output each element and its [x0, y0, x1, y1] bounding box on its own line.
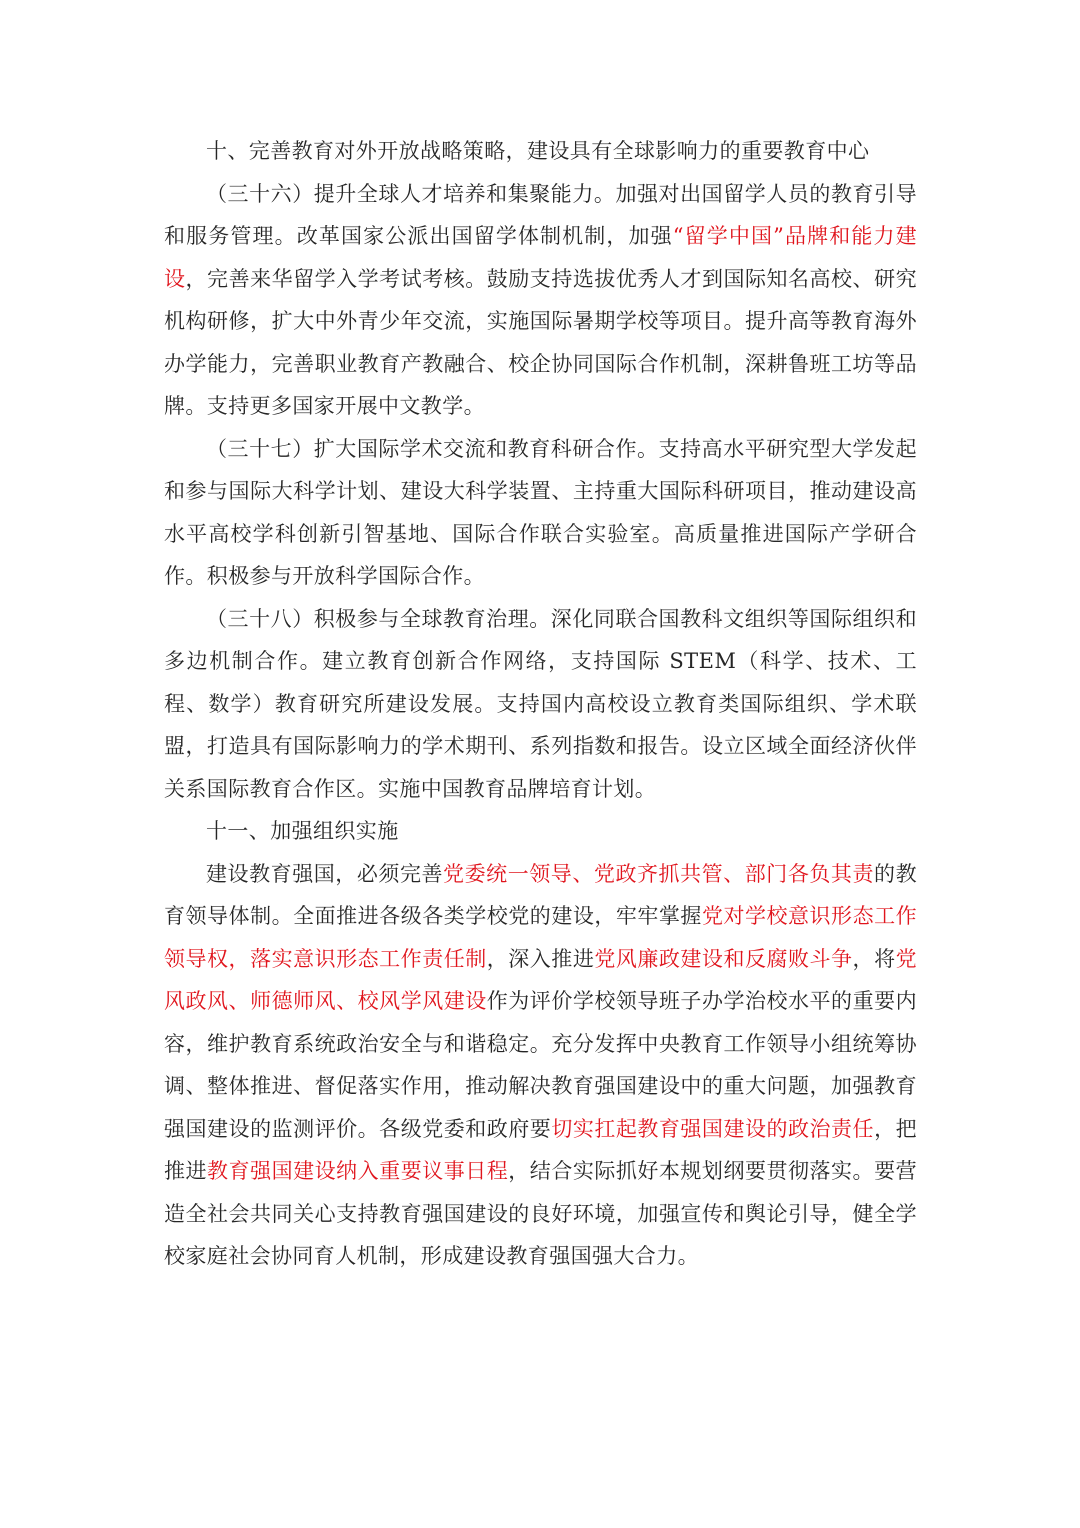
highlight-leadership-system: 党委统一领导、党政齐抓共管、部门各负其责: [443, 861, 875, 886]
final-text-3: ，深入推进: [486, 946, 595, 971]
highlight-political-responsibility: 切实扛起教育强国建设的政治责任: [551, 1116, 875, 1141]
paragraph-38: （三十八）积极参与全球教育治理。深化同联合国教科文组织等国际组织和多边机制合作。建立教育创新合作网络，支持国际 STEM（科学、技术、工程、数学）教育研究所建设发展。支持国内高校设立教育类国际组织、学术联盟，打造具有国际影响力的学术期刊、系列指数和报告。设立区域全面经济伙伴关系国际教育合作区。实施中国教育品牌培育计划。: [164, 606, 917, 801]
final-text-7: ，结合实际抓好本规划纲要贯彻落实。要营造全社会共同关心支持教育强国建设的良好环境，加强宣传和舆论引导，健全学校家庭社会协同育人机制，形成建设教育强国强大合力。: [164, 1159, 917, 1268]
final-text-6: ，把推进: [164, 1116, 917, 1183]
final-text-5: 作为评价学校领导班子办学治校水平的重要内容，维护教育系统政治安全与和谐稳定。充分发挥中央教育工作领导小组统筹协调、整体推进、督促落实作用，推动解决教育强国建设中的重大问题，加强教育强国建设的监测评价。各级党委和政府要: [164, 989, 917, 1141]
highlight-agenda: 教育强国建设纳入重要议事日程: [207, 1159, 509, 1183]
highlight-ideology-work: 党对学校意识形态工作领导权，落实意识形态工作责任制: [164, 904, 918, 971]
paragraph-final: [164, 853, 917, 1278]
paragraph-36-text-c: ，完善来华留学入学考试考核。鼓励支持选拔优秀人才到国际知名高校、研究机构研修，扩大中外青少年交流，实施国际暑期学校等项目。提升高等教育海外办学能力，完善职业教育产教融合、校企协同国际合作机制，深耕鲁班工坊等品牌。支持更多国家开展中文教学。: [164, 266, 917, 418]
final-text-2: 的教育领导体制。全面推进各级各类学校党的建设，牢牢掌握: [164, 861, 917, 928]
paragraph-36-text-a: （三十六）提升全球人才培养和集聚能力。加强对出国留学人员的教育引导和服务管理。改革国家公派出国留学体制机制，加强: [164, 181, 917, 248]
highlight-conduct-building: 党风政风、师德师风、校风学风建设: [164, 946, 917, 1013]
section-heading-11: 十一、加强组织实施: [206, 819, 399, 843]
section-heading-10: 十、完善教育对外开放战略策略，建设具有全球影响力的重要教育中心: [206, 139, 870, 163]
paragraph-36: [164, 173, 917, 428]
highlight-anti-corruption: 党风廉政建设和反腐败斗争: [594, 946, 853, 971]
final-text-4: ，将: [852, 946, 896, 971]
paragraph-37: （三十七）扩大国际学术交流和教育科研合作。支持高水平研究型大学发起和参与国际大科学计划、建设大科学装置、主持重大国际科研项目，推动建设高水平高校学科创新引智基地、国际合作联合实验室。高质量推进国际产学研合作。积极参与开放科学国际合作。: [164, 436, 917, 588]
final-text-1: 建设教育强国，必须完善: [206, 861, 444, 886]
highlight-study-in-china: “留学中国”品牌和能力建设: [164, 224, 917, 291]
document-page: [164, 130, 917, 1278]
